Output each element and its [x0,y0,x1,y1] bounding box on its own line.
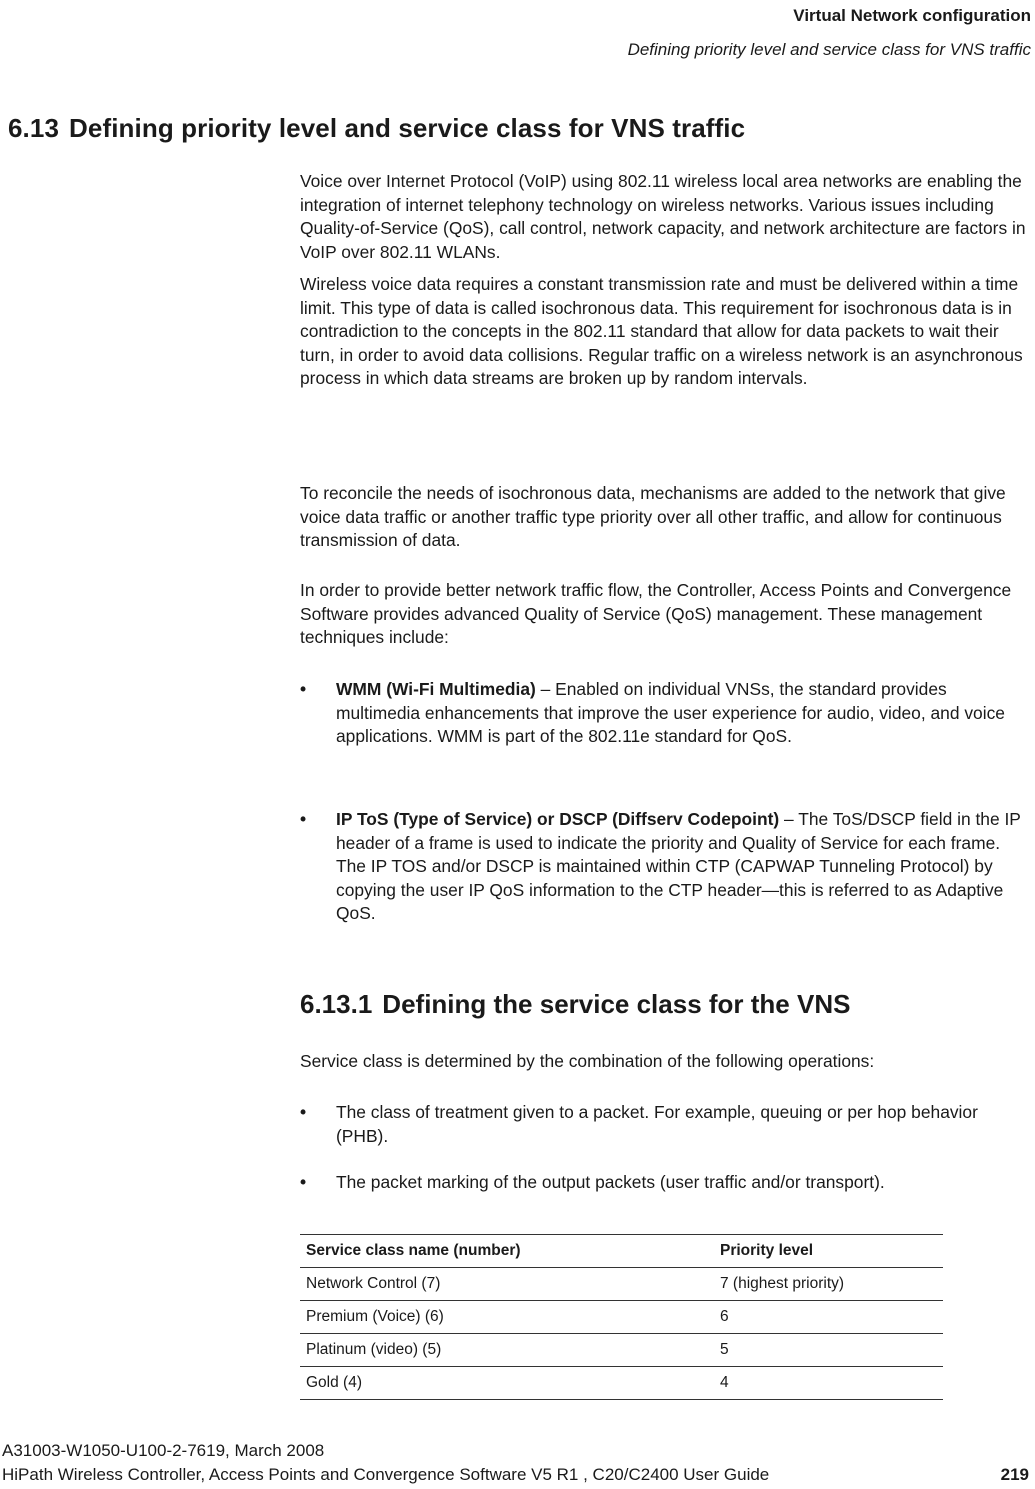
list-item-term: IP ToS (Type of Service) or DSCP (Diffserv Codepoint) [336,809,780,829]
page-number: 219 [1000,1465,1029,1484]
table-row [300,1334,943,1367]
header-chapter-title: Virtual Network configuration [793,6,1031,25]
service-class-table [300,1234,943,1400]
paragraph: In order to provide better network traffic flow, the Controller, Access Points and Convergence Software provides advanced Quality of Service (QoS) management. These management techniques include: [300,580,1012,647]
qos-technique-list [300,678,1032,749]
intro-paragraph-2 [300,273,1032,391]
section-number: 6.13 [8,113,60,143]
header-section-title: Defining priority level and service class for VNS traffic [627,40,1031,59]
column-header-priority-level: Priority level [714,1235,943,1268]
table-row [300,1367,943,1400]
list-item-text: The packet marking of the output packets (user traffic and/or transport). [336,1172,885,1192]
table-header-row [300,1235,943,1268]
service-class-cell: Gold (4) [300,1367,714,1400]
list-item-description: – The ToS/DSCP field in the IP header of a frame is used to indicate the priority and Quality of Service for each frame. The IP TOS and/or DSCP is maintained within CTP (CAPWAP Tunneling Protocol) by copying the user IP QoS information to the CTP header—this is referred to as Adaptive QoS. [336,809,1021,923]
intro-paragraph-4 [300,579,1032,650]
paragraph: Service class is determined by the combination of the following operations: [300,1051,875,1071]
section-title: Defining priority level and service class for VNS traffic [69,113,746,143]
list-item [300,1101,1032,1148]
bullet-glyph: • [300,679,307,699]
service-class-cell: Platinum (video) (5) [300,1334,714,1367]
list-item [300,678,1032,749]
service-class-operations-list-2 [300,1171,1032,1195]
priority-level-cell: 7 (highest priority) [714,1268,943,1301]
list-item [300,1171,1032,1195]
footer-guide-title: HiPath Wireless Controller, Access Points and Convergence Software V5 R1 , C20/C2400 User Guide [2,1465,770,1484]
paragraph: Voice over Internet Protocol (VoIP) using 802.11 wireless local area networks are enabling the integration of internet telephony technology on wireless networks. Various issues including Quality-of-Service (QoS), call control, network capacity, and network architecture are factors in VoIP over 802.11 WLANs. [300,171,1026,262]
bullet-glyph: • [300,1102,307,1122]
list-item [300,808,1032,926]
priority-level-cell: 4 [714,1367,943,1400]
paragraph: Wireless voice data requires a constant transmission rate and must be delivered within a time limit. This type of data is called isochronous data. This requirement for isochronous data is in contradiction to the concepts in the 802.11 standard that allow for data packets to wait their turn, in order to avoid data collisions. Regular traffic on a wireless network is an asynchronous process in which data streams are broken up by random intervals. [300,274,1023,388]
bullet-glyph: • [300,809,307,829]
service-class-cell: Premium (Voice) (6) [300,1301,714,1334]
subsection-title: Defining the service class for the VNS [382,989,851,1019]
service-class-cell: Network Control (7) [300,1268,714,1301]
column-header-service-class: Service class name (number) [300,1235,714,1268]
intro-paragraph-1 [300,170,1032,264]
service-class-operations-list [300,1101,1032,1148]
priority-level-cell: 5 [714,1334,943,1367]
running-header [628,0,1031,60]
list-item-text: The class of treatment given to a packet. For example, queuing or per hop behavior (PHB). [336,1102,978,1146]
footer-document-id: A31003-W1050-U100-2-7619, March 2008 [2,1441,325,1460]
subsection-intro [300,1050,1032,1074]
list-item-description: – Enabled on individual VNSs, the standard provides multimedia enhancements that improve the user experience for audio, video, and voice applications. WMM is part of the 802.11e standard for QoS. [336,679,1005,746]
subsection-heading [300,989,850,1020]
section-heading [8,113,745,144]
table-row [300,1268,943,1301]
bullet-glyph: • [300,1172,307,1192]
qos-technique-list-2 [300,808,1032,926]
list-item-term: WMM (Wi-Fi Multimedia) [336,679,536,699]
table-row [300,1301,943,1334]
paragraph: To reconcile the needs of isochronous data, mechanisms are added to the network that give voice data traffic or another traffic type priority over all other traffic, and allow for continuous transmission of data. [300,483,1006,550]
intro-paragraph-3 [300,482,1032,553]
subsection-number: 6.13.1 [300,989,373,1019]
priority-level-cell: 6 [714,1301,943,1334]
